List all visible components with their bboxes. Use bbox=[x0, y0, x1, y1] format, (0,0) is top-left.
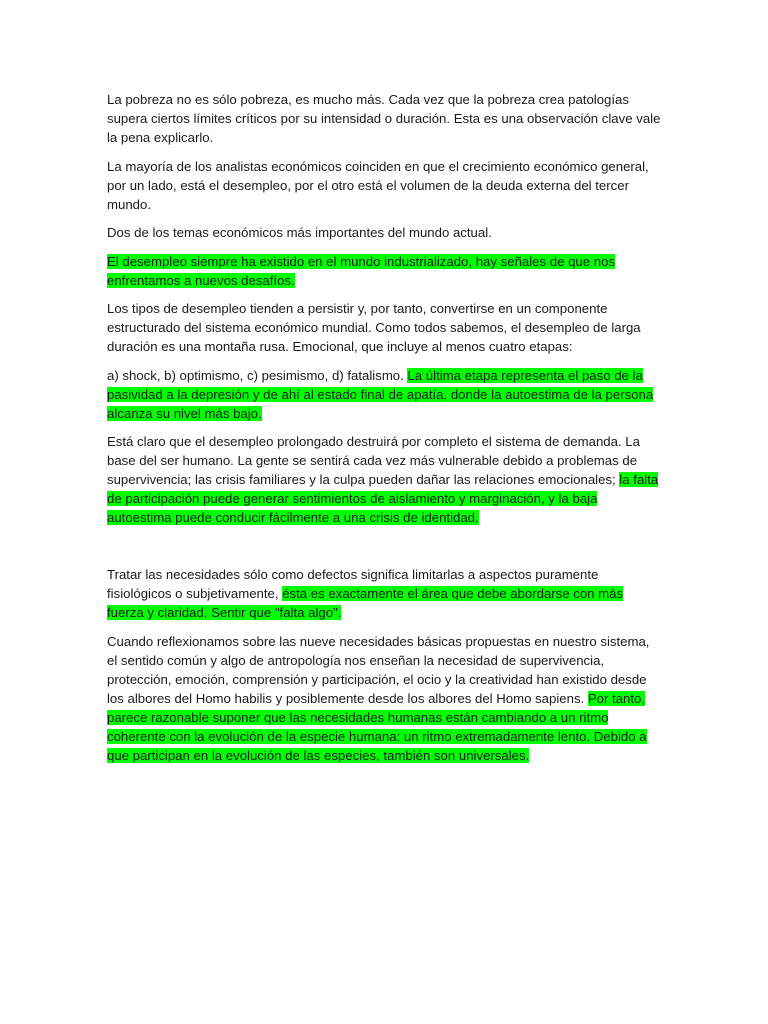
paragraph-text: Dos de los temas económicos más importantes del mundo actual. bbox=[107, 225, 492, 240]
paragraph-prolonged-unemployment bbox=[107, 432, 663, 527]
paragraph-text: Tratar las necesidades sólo como defectos significa limitarlas a aspectos puramente fisiológicos o subjetivamente, bbox=[107, 567, 599, 601]
paragraph-unemployment-types bbox=[107, 299, 663, 356]
paragraph-unemployment-challenges bbox=[107, 252, 663, 290]
highlighted-text: La última etapa representa el paso de la pasividad a la depresión y de ahí al estado final de apatía, donde la autoestima de la persona alcanza su nivel más bajo. bbox=[107, 367, 654, 421]
highlighted-text: la falta de participación puede generar sentimientos de aislamiento y marginación, y la baja autoestima puede conducir fácilmente a una crisis de identidad. bbox=[107, 472, 659, 525]
paragraph-text: Cuando reflexionamos sobre las nueve necesidades básicas propuestas en nuestro sistema, el sentido común y algo de antropología nos enseñan la necesidad de supervivencia, protección, emoción, comprensión y participación, el ocio y la creatividad han existido desde los albores del Homo habilis y posiblemente desde los albores del Homo sapiens. bbox=[107, 633, 650, 706]
paragraph-poverty-intro bbox=[107, 90, 663, 147]
paragraph-needs-defects bbox=[107, 565, 663, 622]
paragraph-text: La mayoría de los analistas económicos coinciden en que el crecimiento económico general, por un lado, está el desempleo, por el otro está el volumen de la deuda externa del tercer mundo. bbox=[107, 158, 649, 212]
highlighted-text: El desempleo siempre ha existido en el mundo industrializado, hay señales de que nos enfrentamos a nuevos desafíos. bbox=[107, 253, 616, 288]
paragraph-text: Los tipos de desempleo tienden a persistir y, por tanto, convertirse en un componente estructurado del sistema económico mundial. Como todos sabemos, el desempleo de larga duración es una montaña rusa. Emocional, que incluye al menos cuatro etapas: bbox=[107, 301, 641, 354]
paragraph-text: La pobreza no es sólo pobreza, es mucho más. Cada vez que la pobreza crea patologías supera ciertos límites críticos por su intensidad o duración. Esta es una observación clave vale la pena explicarlo. bbox=[107, 92, 661, 145]
paragraph-two-topics bbox=[107, 223, 663, 242]
paragraph-nine-needs bbox=[107, 632, 663, 765]
empty-line bbox=[107, 537, 663, 556]
document-body bbox=[107, 90, 663, 774]
paragraph-four-stages bbox=[107, 366, 663, 423]
paragraph-text: a) shock, b) optimismo, c) pesimismo, d) fatalismo. bbox=[107, 367, 408, 383]
highlighted-text: ésta es exactamente el área que debe abordarse con más fuerza y claridad. Sentir que "falta algo". bbox=[107, 586, 624, 620]
highlighted-text: Por tanto, parece razonable suponer que las necesidades humanas están cambiando a un ritmo coherente con la evolución de la especie humana: un ritmo extremadamente lento. Debido a que participan en la evolución de las especies, también son universales. bbox=[107, 690, 647, 763]
paragraph-text: Está claro que el desempleo prolongado destruirá por completo el sistema de demanda. La base del ser humano. La gente se sentirá cada vez más vulnerable debido a problemas de supervivencia; las crisis familiares y la culpa pueden dañar las relaciones emocionales; bbox=[107, 434, 640, 487]
paragraph-economic-analysts bbox=[107, 157, 663, 214]
